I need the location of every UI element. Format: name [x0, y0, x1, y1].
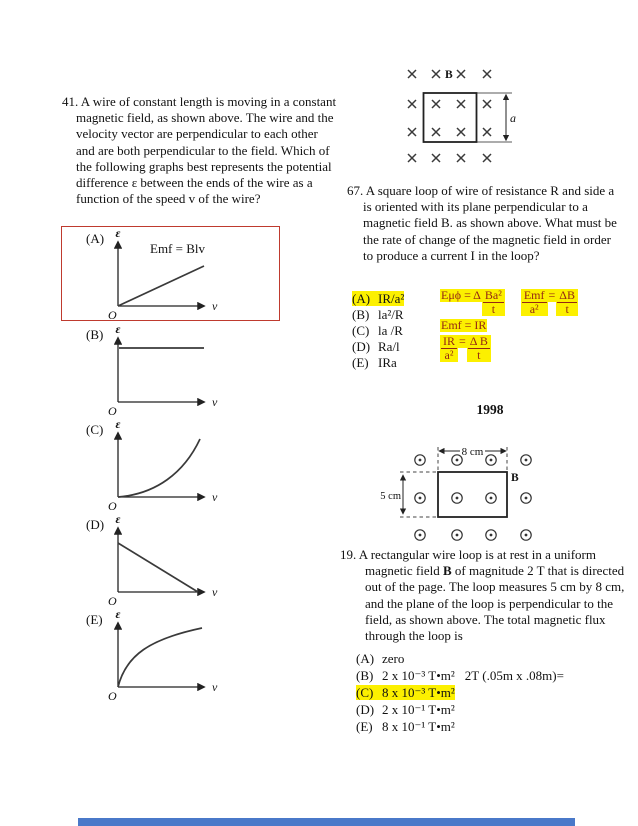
- side-a-label: a: [510, 111, 516, 125]
- x-symbol: [432, 128, 440, 136]
- graph-d: [88, 512, 278, 612]
- dot-symbol: [415, 493, 425, 503]
- question-19: [340, 547, 638, 644]
- dot-symbol: [521, 493, 531, 503]
- height-5cm-label: 5 cm: [380, 491, 401, 502]
- choice-row: [356, 718, 564, 735]
- choice-row: [352, 339, 404, 355]
- x-symbol: [483, 100, 491, 108]
- choice-label: (B): [352, 307, 370, 323]
- x-symbol: [457, 154, 465, 162]
- graph-e-yaxis-label: ε: [115, 607, 121, 621]
- graph-c-label: (C): [86, 422, 104, 437]
- work-text: Eμϕ = Δ: [441, 288, 481, 302]
- question-67-choices: [352, 291, 404, 371]
- work-fraction: [482, 289, 505, 316]
- choice-text: 2 x 10⁻³ T•m²: [382, 668, 455, 683]
- graph-a-curve: [118, 266, 204, 306]
- fraction-denominator: t: [565, 302, 569, 316]
- work-line-1: [440, 289, 578, 316]
- graph-d-origin-label: O: [108, 594, 117, 608]
- width-8cm-label: 8 cm: [461, 446, 484, 458]
- x-symbol: [457, 100, 465, 108]
- graph-e-label: (E): [86, 612, 103, 627]
- choice-text: 2 x 10⁻¹ T•m²: [382, 702, 455, 717]
- choice-row: [356, 667, 564, 684]
- graph-c-xaxis-label: v: [212, 490, 218, 504]
- graph-d-xaxis-label: v: [212, 585, 218, 599]
- fraction-denominator: a²: [529, 302, 539, 316]
- choice-label: (B): [356, 668, 374, 683]
- dot-symbol: [452, 455, 462, 465]
- choice-text: la /R: [378, 323, 403, 339]
- question-19-text-a: A rectangular wire loop is at rest in a uniform magnetic field: [358, 547, 596, 579]
- into-page-field-diagram: [390, 58, 570, 173]
- graph-d-label: (D): [86, 517, 105, 532]
- choice-row: [352, 355, 404, 371]
- dot-symbol: [415, 530, 425, 540]
- fraction-numerator: Δ B: [469, 334, 488, 348]
- graph-a: [88, 226, 278, 326]
- dot-symbol: [521, 455, 531, 465]
- question-19-text-b: of magnitude 2 T that is directed out of the page. The loop measures 5 cm by 8 cm, and the plane of the loop is perpendicular to the field, as shown above. The total magnetic flux through the loop is: [365, 563, 625, 644]
- question-41-text: A wire of constant length is moving in a constant magnetic field, as shown above. The wire and the velocity vector are perpendicular to each other and are both perpendicular to the field. Which of the following graphs best represents the potential difference ε between the ends of the wire as a function of the speed v of the wire?: [76, 94, 337, 207]
- question-67-number: 67.: [347, 183, 364, 198]
- choice-label: (D): [356, 702, 375, 717]
- x-symbol: [457, 70, 465, 78]
- choice-text: la²/R: [378, 307, 404, 323]
- dot-symbol: [452, 530, 462, 540]
- graph-a-label: (A): [86, 231, 105, 246]
- graph-b-xaxis-label: v: [212, 395, 218, 409]
- x-symbol: [483, 154, 491, 162]
- rectangular-wire-loop: [438, 472, 507, 517]
- question-41: [62, 94, 338, 207]
- question-67: [347, 183, 617, 264]
- choice-label: (C): [356, 685, 374, 700]
- equals-sign: =: [459, 334, 466, 348]
- fraction-denominator: a²: [444, 348, 454, 362]
- graph-c: [88, 417, 278, 517]
- x-symbol: [408, 70, 416, 78]
- work-line-2: [440, 319, 578, 332]
- dot-symbol: [486, 455, 496, 465]
- work-fraction: [467, 335, 491, 362]
- choice-row: [356, 701, 564, 718]
- x-symbol: [457, 128, 465, 136]
- x-symbol: [432, 154, 440, 162]
- work-fraction: [440, 335, 458, 362]
- question-67-text: A square loop of wire of resistance R and side a is oriented with its plane perpendicular to a magnetic field B. as shown above. What must be the rate of change of the magnetic field in order to produce a current I in the loop?: [363, 183, 617, 263]
- question-67-work: [440, 289, 578, 365]
- fraction-numerator: Ba²: [484, 288, 502, 302]
- graph-e-curve: [118, 628, 202, 687]
- choice-label: (A): [356, 651, 375, 666]
- x-symbol: [483, 70, 491, 78]
- x-symbol: [408, 154, 416, 162]
- choice-text: 8 x 10⁻¹ T•m²: [382, 719, 455, 734]
- field-b-label: B: [445, 69, 453, 81]
- graph-e-xaxis-label: v: [212, 680, 218, 694]
- work-line-3: [440, 335, 578, 362]
- choice-row: [356, 650, 564, 667]
- choice-row: [356, 684, 564, 701]
- choice-text: 8 x 10⁻³ T•m²: [382, 685, 455, 700]
- choice-row: [352, 307, 404, 323]
- graph-d-yaxis-label: ε: [115, 512, 121, 526]
- fraction-numerator: IR: [443, 334, 455, 348]
- choice-row: [352, 291, 404, 307]
- square-wire-loop: [424, 93, 477, 142]
- question-19-choices: [356, 650, 564, 735]
- work-fraction: [521, 289, 548, 316]
- fraction-denominator: t: [491, 302, 496, 316]
- graph-c-yaxis-label: ε: [115, 417, 121, 431]
- graph-a-origin-label: O: [108, 308, 117, 322]
- x-symbol: [483, 128, 491, 136]
- choice-label: (E): [352, 355, 369, 371]
- dot-symbol: [415, 455, 425, 465]
- x-symbol: [432, 70, 440, 78]
- graph-e-origin-label: O: [108, 689, 117, 703]
- x-symbol: [432, 100, 440, 108]
- graph-a-annotation: Emf = Blv: [150, 241, 205, 256]
- x-symbol: [408, 100, 416, 108]
- work-fraction: [556, 289, 578, 316]
- question-19-bold-b: B: [442, 563, 452, 579]
- graph-a-xaxis-label: v: [212, 299, 218, 313]
- work-text: Emf = IR: [441, 318, 487, 332]
- x-symbol: [408, 128, 416, 136]
- field-b-label: B: [511, 472, 519, 484]
- dot-symbol: [452, 493, 462, 503]
- question-41-number: 41.: [62, 94, 79, 109]
- fraction-numerator: ΔB: [559, 288, 576, 302]
- choice-label: (D): [352, 339, 371, 355]
- choice-text: Ra/l: [378, 339, 400, 355]
- graph-a-yaxis-label: ε: [115, 226, 121, 240]
- choice-text: IRa: [378, 355, 397, 371]
- graph-c-curve: [118, 439, 200, 497]
- graph-d-curve: [118, 543, 198, 592]
- graph-e: [88, 607, 278, 707]
- graph-b-origin-label: O: [108, 404, 117, 418]
- graph-b-label: (B): [86, 327, 104, 342]
- choice-annotation: 2T (.05m x .08m)=: [464, 668, 564, 683]
- dot-symbol: [521, 530, 531, 540]
- fraction-denominator: t: [477, 348, 481, 362]
- dot-symbol: [486, 493, 496, 503]
- out-of-page-field-diagram: [380, 438, 615, 550]
- graph-b-yaxis-label: ε: [115, 322, 121, 336]
- question-19-text: [359, 547, 625, 643]
- graph-c-origin-label: O: [108, 499, 117, 513]
- question-19-number: 19.: [340, 547, 357, 562]
- graph-b: [88, 322, 278, 422]
- choice-label: (C): [352, 323, 370, 339]
- choice-row: [352, 323, 404, 339]
- fraction-numerator: Emf: [523, 288, 545, 302]
- year-heading: 1998: [476, 402, 504, 417]
- choice-label: (E): [356, 719, 373, 734]
- choice-text: zero: [382, 651, 405, 666]
- bottom-blue-bar: [78, 818, 575, 826]
- dot-symbol: [486, 530, 496, 540]
- choice-label: (A): [352, 291, 371, 306]
- choice-text: IR/a²: [378, 291, 405, 306]
- equals-sign: =: [548, 288, 556, 302]
